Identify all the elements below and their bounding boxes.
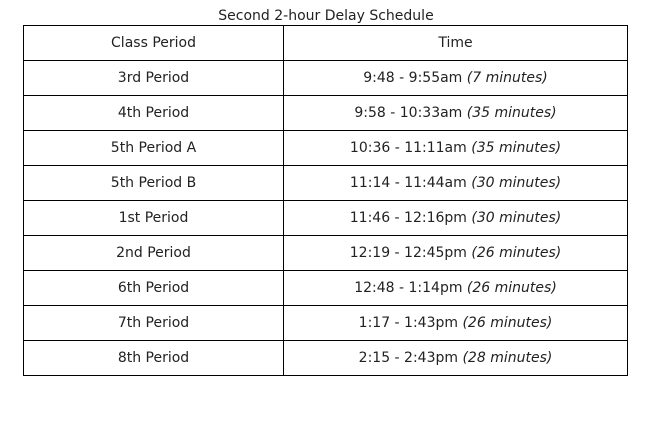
time-range: 1:17 - 1:43pm [358,315,459,331]
time-cell [284,271,628,306]
period-cell: 5th Period A [24,131,284,166]
duration: (35 minutes) [466,105,557,121]
time-cell [284,341,628,376]
time-range: 11:14 - 11:44am [349,175,467,191]
period-cell: 8th Period [24,341,284,376]
table-row [24,236,628,271]
time-range: 10:36 - 11:11am [349,140,467,156]
duration: (30 minutes) [471,210,562,226]
time-cell [284,236,628,271]
time-cell [284,306,628,341]
period-cell: 4th Period [24,96,284,131]
table-row [24,96,628,131]
table-row [24,201,628,236]
table-row [24,61,628,96]
header-class-period: Class Period [24,26,284,61]
time-range: 11:46 - 12:16pm [349,210,467,226]
period-cell: 2nd Period [24,236,284,271]
time-range: 9:48 - 9:55am [363,70,463,86]
table-row [24,306,628,341]
duration: (30 minutes) [471,175,562,191]
period-cell: 7th Period [24,306,284,341]
time-cell [284,166,628,201]
time-range: 12:48 - 1:14pm [354,280,463,296]
period-cell: 6th Period [24,271,284,306]
duration: (35 minutes) [471,140,562,156]
table-row [24,166,628,201]
duration: (26 minutes) [466,280,557,296]
period-cell: 1st Period [24,201,284,236]
time-cell [284,131,628,166]
period-cell: 5th Period B [24,166,284,201]
time-cell [284,61,628,96]
time-range: 9:58 - 10:33am [354,105,463,121]
duration: (26 minutes) [471,245,562,261]
table-row [24,131,628,166]
time-range: 2:15 - 2:43pm [358,350,459,366]
table-caption: Second 2-hour Delay Schedule [218,8,434,24]
time-range: 12:19 - 12:45pm [349,245,467,261]
header-row [24,26,628,61]
delay-schedule-table [23,25,628,376]
duration: (26 minutes) [462,315,553,331]
table-row [24,341,628,376]
table-row [24,271,628,306]
time-cell [284,201,628,236]
header-time: Time [284,26,628,61]
time-cell [284,96,628,131]
duration: (7 minutes) [466,70,548,86]
duration: (28 minutes) [462,350,553,366]
period-cell: 3rd Period [24,61,284,96]
